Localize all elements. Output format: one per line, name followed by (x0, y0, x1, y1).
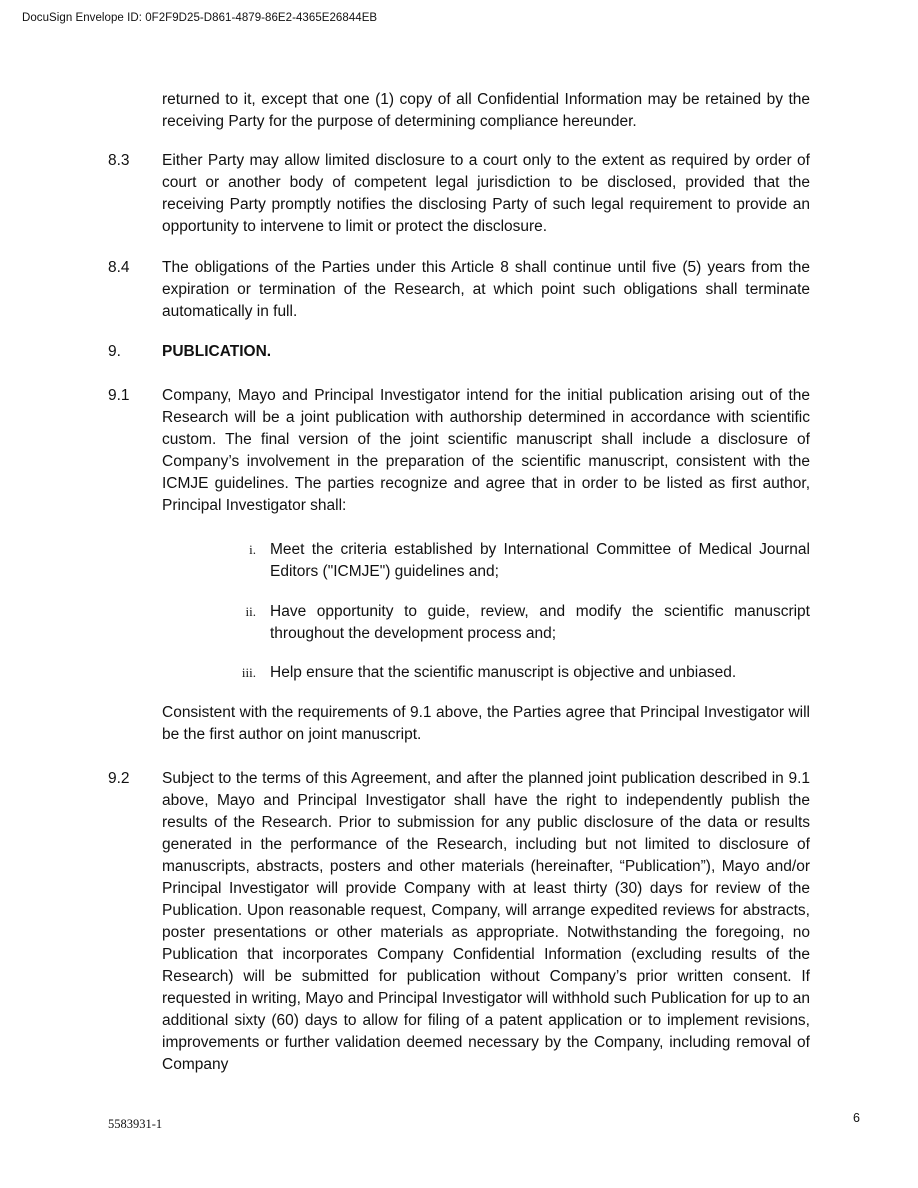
list-item-iii-text: Help ensure that the scientific manuscript is objective and unbiased. (270, 664, 737, 681)
list-item-i-text: Meet the criteria established by International Committee of Medical Journal Editors ("ICMJE") guidelines and; (270, 541, 810, 580)
section-9-title: PUBLICATION. (162, 343, 272, 360)
page-number: 6 (853, 1111, 860, 1125)
section-number-9: 9. (108, 343, 121, 360)
section-number-8-4: 8.4 (108, 259, 130, 276)
section-9-2-text: Subject to the terms of this Agreement, and after the planned joint publication described in 9.1 above, Mayo and Principal Investigator shall have the right to independently publish the results of the Research. Prior to submission for any public disclosure of the data or results generated in the performance of the Research, including but not limited to disclosure of manuscripts, abstracts, posters and other materials (hereinafter, “Publication”), Mayo and/or Principal Investigator will provide Company with at least thirty (30) days for review of the Publication. Upon reasonable request, Company, will arrange expedited reviews for abstracts, poster presentations or other materials as appropriate. Notwithstanding the foregoing, no Publication that incorporates Company Confidential Information (excluding results of the Research) will be submitted for publication without Company’s prior written consent. If requested in writing, Mayo and Principal Investigator will withhold such Publication for up to an additional sixty (60) days to allow for filing of a patent application or to implement revisions, improvements or further validation deemed necessary by the Company, including removal of Company (162, 770, 810, 1073)
section-8-4-text: The obligations of the Parties under this Article 8 shall continue until five (5) years from the expiration or termination of the Research, at which point such obligations shall terminate automatically in full. (162, 259, 810, 320)
list-item-ii-text: Have opportunity to guide, review, and modify the scientific manuscript throughout the development process and; (270, 603, 810, 642)
section-9-1-closing: Consistent with the requirements of 9.1 above, the Parties agree that Principal Investigator will be the first author on joint manuscript. (162, 704, 810, 743)
list-marker-i: i. (249, 542, 256, 557)
section-number-9-2: 9.2 (108, 770, 130, 787)
list-marker-iii: iii. (241, 665, 256, 680)
document-id: 5583931-1 (108, 1117, 163, 1131)
section-number-9-1: 9.1 (108, 387, 130, 404)
section-number-8-3: 8.3 (108, 152, 130, 169)
list-marker-ii: ii. (245, 604, 256, 619)
envelope-id: DocuSign Envelope ID: 0F2F9D25-D861-4879-86E2-4365E26844EB (22, 12, 378, 24)
continued-paragraph: returned to it, except that one (1) copy of all Confidential Information may be retained by the receiving Party for the purpose of determining compliance hereunder. (162, 91, 810, 130)
section-8-3-text: Either Party may allow limited disclosure to a court only to the extent as required by order of court or another body of competent legal jurisdiction to be disclosed, provided that the receiving Party promptly notifies the disclosing Party of such legal requirement to provide an opportunity to intervene to limit or protect the disclosure. (162, 152, 810, 235)
section-9-1-text: Company, Mayo and Principal Investigator intend for the initial publication arising out of the Research will be a joint publication with authorship determined in accordance with scientific custom. The final version of the joint scientific manuscript shall include a disclosure of Company’s involvement in the preparation of the scientific manuscript, consistent with the ICMJE guidelines. The parties recognize and agree that in order to be listed as first author, Principal Investigator shall: (162, 387, 810, 514)
